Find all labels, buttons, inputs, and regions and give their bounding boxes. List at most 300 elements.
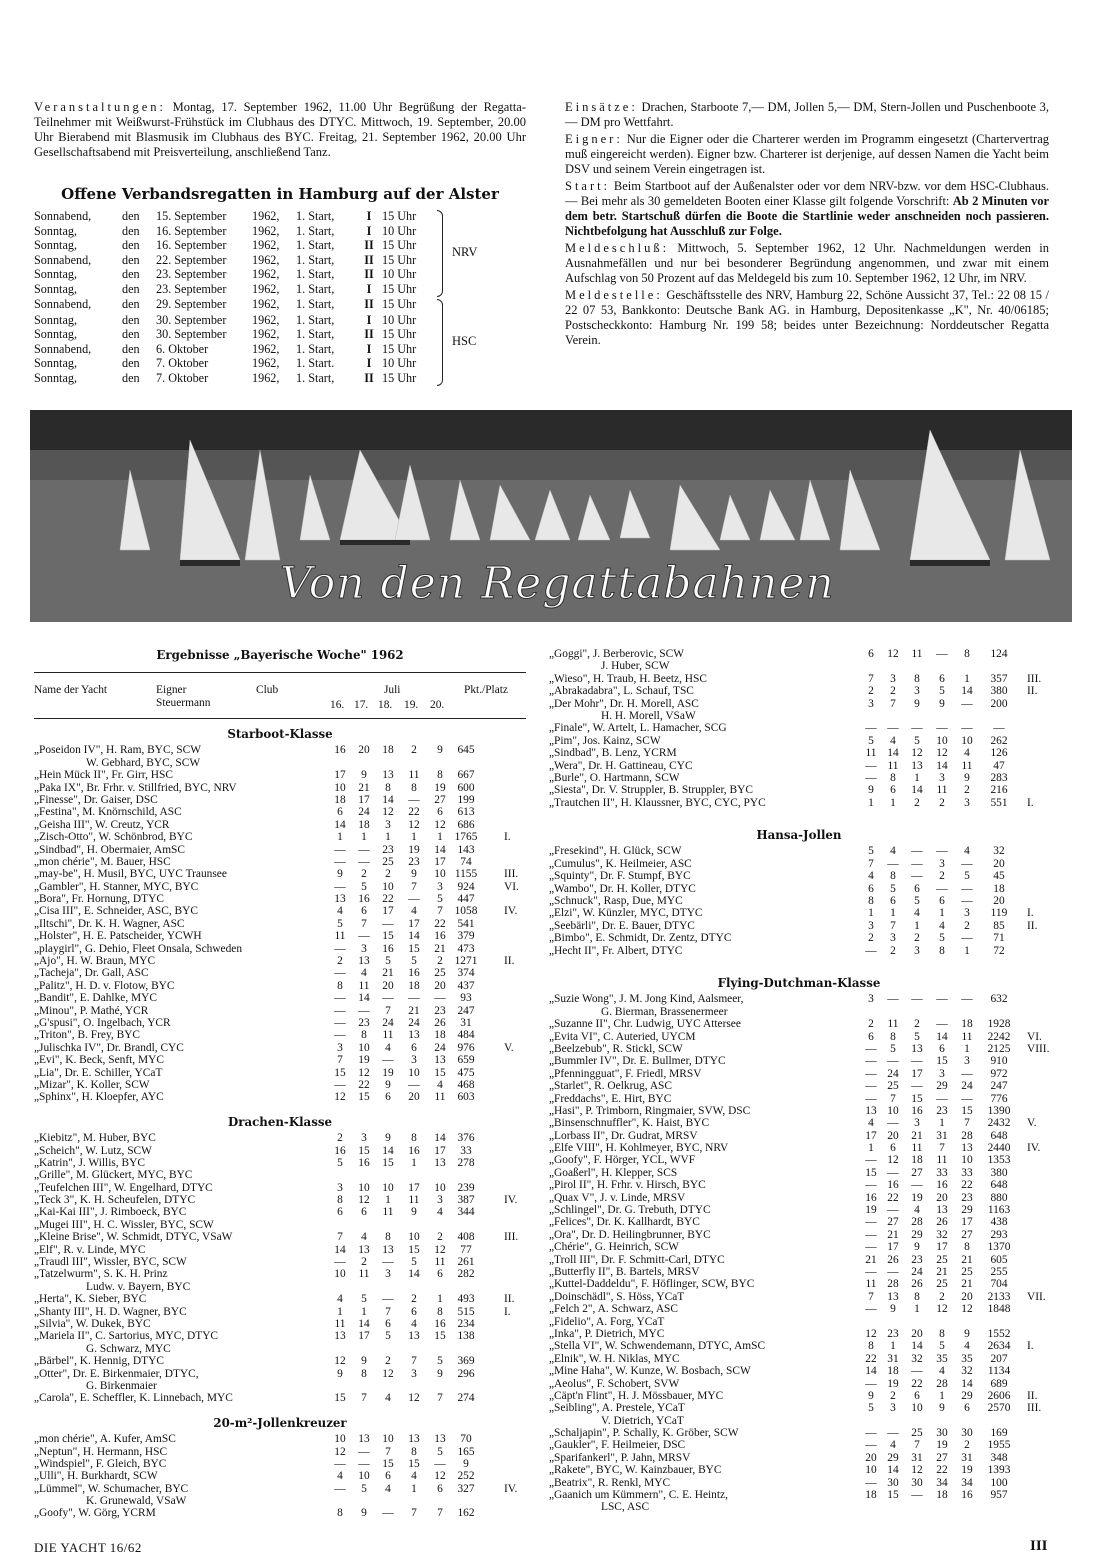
result-score: 15 — [911, 1092, 923, 1105]
result-score: — — [961, 1092, 973, 1105]
result-yacht: „Poseidon IV", H. Ram, BYC, SCW — [34, 744, 201, 757]
schedule-row — [34, 224, 432, 239]
result-score: 21 — [865, 1253, 877, 1266]
result-yacht: „Zisch-Otto", W. Schönbrod, BYC — [34, 831, 193, 844]
result-score: 6 — [890, 784, 896, 797]
result-score: 18 — [334, 793, 346, 806]
result-score: 5 — [437, 1355, 443, 1368]
result-score: 1 — [437, 1293, 443, 1306]
result-score: 10 — [887, 1104, 899, 1117]
result-score: 4 — [890, 734, 896, 747]
result-points: 33 — [460, 1144, 472, 1157]
result-score: 13 — [408, 1330, 420, 1343]
result-score: — — [865, 944, 877, 957]
einsaetze-label: Einsätze: — [565, 100, 638, 114]
result-score: — — [334, 1457, 346, 1470]
schedule-year: 1962, — [252, 356, 280, 371]
result-score: 3 — [868, 993, 874, 1006]
result-yacht: „Kai-Kai III", J. Rimboeck, BYC — [34, 1206, 187, 1219]
schedule-row — [34, 297, 432, 313]
result-score: — — [334, 1029, 346, 1042]
result-score: 6 — [868, 648, 874, 660]
result-yacht: „Squinty", Dr. F. Stumpf, BYC — [549, 870, 691, 883]
result-score: 19 — [961, 1464, 973, 1477]
result-score: 20 — [887, 1129, 899, 1142]
result-score: 8 — [337, 1507, 343, 1520]
result-score: 23 — [434, 1004, 446, 1017]
result-score: — — [887, 993, 899, 1006]
schedule-date: 22. September — [156, 252, 227, 267]
result-yacht: „Katrin", J. Willis, BYC — [34, 1156, 145, 1169]
result-yacht: „Hein Mück II", Fr. Girr, HSC — [34, 769, 173, 782]
result-score: 11 — [334, 930, 346, 943]
result-row — [34, 1219, 526, 1231]
result-row — [34, 844, 526, 856]
result-score: — — [961, 857, 973, 870]
schedule-start: 1. Start, — [296, 327, 335, 342]
result-yacht: „mon chérie", M. Bauer, HSC — [34, 855, 171, 868]
result-score: 19 — [936, 1439, 948, 1452]
result-points: 283 — [990, 771, 1008, 784]
result-points: 162 — [457, 1507, 475, 1520]
result-score: 8 — [385, 1231, 391, 1244]
result-score: 25 — [961, 1266, 973, 1278]
result-points: 119 — [990, 907, 1008, 920]
result-row — [34, 881, 526, 893]
result-score: 3 — [914, 1117, 920, 1130]
schedule-date: 16. September — [156, 238, 227, 253]
result-row — [549, 1080, 1049, 1092]
result-points: 47 — [993, 759, 1005, 772]
result-place: I. — [1027, 796, 1034, 809]
result-yacht: „Bandit", E. Dahlke, MYC — [34, 992, 157, 1005]
result-yacht: „Tacheja", Dr. Gall, ASC — [34, 967, 149, 980]
result-score: 12 — [382, 1367, 394, 1380]
result-score: 19 — [408, 843, 420, 856]
result-yacht: „Carola", E. Scheffler, K. Linnebach, MYC — [34, 1392, 233, 1405]
result-score: 27 — [936, 1451, 948, 1464]
results-title: Ergebnisse „Bayerische Woche" 1962 — [156, 648, 404, 662]
result-score: 5 — [337, 1156, 343, 1169]
result-score: 27 — [434, 793, 446, 806]
result-score: — — [865, 1092, 877, 1105]
result-score: 12 — [961, 1303, 973, 1316]
result-score: 22 — [434, 917, 446, 930]
right-column — [565, 100, 1049, 348]
result-score: 29 — [911, 1228, 923, 1241]
result-score: 3 — [890, 1402, 896, 1415]
result-yacht: „Aeolus", F. Schobert, SVW — [549, 1377, 680, 1390]
result-points: 380 — [990, 1166, 1008, 1179]
result-score: 3 — [337, 1041, 343, 1054]
result-score: 1 — [337, 831, 343, 844]
result-score: 16 — [408, 1144, 420, 1157]
result-score: 18 — [865, 1489, 877, 1502]
result-points: 632 — [990, 993, 1008, 1006]
result-score: 5 — [337, 917, 343, 930]
result-score: 14 — [358, 992, 370, 1005]
result-score: 7 — [361, 917, 367, 930]
schedule-date: 23. September — [156, 267, 227, 282]
result-points: 408 — [457, 1231, 475, 1244]
result-yacht: „Minou", P. Mathé, YCR — [34, 1004, 149, 1017]
result-score: 24 — [961, 1080, 973, 1093]
result-score: 9 — [914, 697, 920, 710]
result-score: 1 — [939, 1117, 945, 1130]
result-score: 15 — [334, 1066, 346, 1079]
result-points: 603 — [457, 1091, 475, 1104]
result-score: 4 — [437, 1078, 443, 1091]
result-score: 8 — [411, 1132, 417, 1145]
result-score: 8 — [914, 672, 920, 685]
result-score: 1 — [868, 1142, 874, 1155]
result-yacht: „Gaukler", F. Heilmeier, DSC — [549, 1439, 686, 1452]
result-score: 18 — [434, 1029, 446, 1042]
result-score: 15 — [382, 1156, 394, 1169]
result-score: 8 — [964, 1241, 970, 1254]
result-points: 1134 — [987, 1365, 1011, 1378]
result-points: 1271 — [454, 955, 478, 968]
result-score: 2 — [964, 1439, 970, 1452]
result-score: 17 — [382, 905, 394, 918]
result-score: 21 — [887, 1228, 899, 1241]
result-row — [34, 1380, 526, 1392]
result-score: 2 — [939, 1290, 945, 1303]
result-score: 2 — [890, 685, 896, 698]
result-row — [34, 1293, 526, 1305]
result-yacht: „Ora", Dr. D. Heilingbrunner, BYC — [549, 1228, 711, 1241]
result-yacht: „Goofy", F. Hörger, YCL, WVF — [549, 1154, 696, 1167]
result-score: 13 — [911, 759, 923, 772]
result-score: 7 — [437, 1392, 443, 1405]
result-place: I. — [504, 1305, 511, 1318]
eigner-paragraph — [565, 132, 1049, 177]
result-score: 12 — [887, 648, 899, 660]
result-points: 605 — [990, 1253, 1008, 1266]
result-row — [549, 1093, 1049, 1105]
schedule-day: Sonntag, — [34, 223, 77, 238]
result-score: 24 — [887, 1067, 899, 1080]
result-row — [549, 1378, 1049, 1390]
schedule-row — [34, 313, 432, 328]
result-score: 26 — [434, 1017, 446, 1029]
result-points: 138 — [457, 1330, 475, 1343]
result-yacht: „Shanty III", H. D. Wagner, BYC — [34, 1305, 187, 1318]
result-score: 17 — [358, 1330, 370, 1343]
schedule-cls: I — [366, 356, 372, 371]
class-heading: Drachen-Klasse — [228, 1114, 332, 1129]
result-yacht: „Felices", Dr. K. Kallhardt, BYC — [549, 1216, 700, 1229]
result-row — [34, 1194, 526, 1206]
result-score: — — [911, 1365, 923, 1378]
header-day-17: 17. — [354, 699, 369, 711]
result-score: 12 — [408, 1392, 420, 1405]
result-score: 8 — [890, 771, 896, 784]
result-yacht: „Goggi", J. Berberovic, SCW — [549, 648, 684, 660]
result-score: 7 — [385, 1305, 391, 1318]
hsc-label: HSC — [452, 334, 477, 348]
result-row — [549, 1464, 1049, 1476]
eigner-label: Eigner: — [565, 132, 623, 146]
result-points: 645 — [457, 744, 475, 757]
result-score: 6 — [868, 1030, 874, 1043]
result-points: 1353 — [987, 1154, 1011, 1167]
nrv-brace — [437, 210, 443, 297]
result-score: 2 — [361, 868, 367, 881]
schedule-row — [34, 238, 432, 253]
result-score: — — [887, 1117, 899, 1130]
result-row — [549, 722, 1049, 734]
result-yacht: „Seebärli", Dr. E. Bauer, DTYC — [549, 919, 695, 932]
result-score: 9 — [868, 1389, 874, 1402]
result-score: 17 — [887, 1241, 899, 1254]
result-score: 4 — [964, 747, 970, 760]
result-yacht: „Schlingel", Dr. G. Trebuth, DTYC — [549, 1204, 711, 1217]
result-score: 18 — [358, 818, 370, 831]
result-score: — — [961, 697, 973, 710]
result-score: 10 — [961, 1154, 973, 1167]
result-score: 15 — [434, 1066, 446, 1079]
result-yacht: „Goaßerl", H. Klepper, SCS — [549, 1166, 678, 1179]
result-score: 13 — [887, 1290, 899, 1303]
result-score: — — [408, 992, 420, 1005]
result-score: — — [334, 1482, 346, 1495]
result-score: 9 — [411, 1206, 417, 1219]
schedule-time: 15 Uhr — [382, 341, 417, 356]
result-score: — — [358, 1004, 370, 1017]
schedule-day: Sonnabend, — [34, 252, 92, 267]
result-score: 25 — [887, 1080, 899, 1093]
result-score: 7 — [890, 919, 896, 932]
result-score: 3 — [411, 1054, 417, 1067]
result-place: IV. — [1027, 1142, 1041, 1155]
result-points: 252 — [457, 1470, 475, 1483]
result-points: 686 — [457, 818, 475, 831]
result-score: 23 — [911, 1253, 923, 1266]
result-score: 5 — [914, 895, 920, 908]
result-score: 10 — [936, 734, 948, 747]
result-place: I. — [504, 831, 511, 844]
veranstaltungen-paragraph — [34, 100, 526, 160]
result-score: 2 — [868, 685, 874, 698]
result-row — [34, 1368, 526, 1380]
result-score: — — [911, 1489, 923, 1502]
result-score: 6 — [411, 1305, 417, 1318]
result-points: 45 — [993, 870, 1005, 883]
result-row — [549, 1179, 1049, 1191]
result-score: 1 — [914, 919, 920, 932]
result-points: 515 — [457, 1305, 475, 1318]
result-score: — — [865, 1216, 877, 1229]
schedule-time: 15 Uhr — [382, 370, 417, 385]
result-score: — — [358, 930, 370, 943]
result-score: 5 — [890, 1042, 896, 1055]
result-place: III. — [1027, 1402, 1042, 1415]
result-score: — — [382, 1256, 394, 1269]
result-score: 22 — [865, 1352, 877, 1365]
schedule-row — [34, 327, 432, 342]
result-score: 28 — [887, 1278, 899, 1291]
result-score: 13 — [334, 1330, 346, 1343]
result-score: 31 — [887, 1352, 899, 1365]
result-score: 10 — [434, 868, 446, 881]
result-row — [34, 1355, 526, 1367]
schedule-day: Sonntag, — [34, 312, 77, 327]
result-row — [34, 1256, 526, 1268]
result-row — [549, 698, 1049, 710]
result-score: 16 — [358, 1156, 370, 1169]
result-points: 1955 — [987, 1439, 1011, 1452]
result-score: 23 — [382, 843, 394, 856]
result-score: — — [382, 917, 394, 930]
result-yacht: G. Bierman, Brassenermeer — [601, 1005, 728, 1018]
result-score: 6 — [361, 905, 367, 918]
result-score: 17 — [434, 1144, 446, 1157]
result-row — [34, 943, 526, 955]
result-score: 12 — [358, 1194, 370, 1207]
result-score: — — [961, 722, 973, 735]
result-score: 16 — [334, 1144, 346, 1157]
result-score: 6 — [914, 882, 920, 895]
result-yacht: „Abrakadabra", L. Schauf, TSC — [549, 685, 694, 698]
result-yacht: W. Gebhard, BYC, SCW — [86, 756, 201, 769]
result-score: 10 — [382, 880, 394, 893]
result-score: 1 — [890, 796, 896, 809]
result-score: 4 — [964, 1340, 970, 1353]
footer-page-number: III — [1030, 1538, 1048, 1554]
result-score: 15 — [936, 1055, 948, 1068]
result-yacht: „Windspiel", F. Gleich, BYC — [34, 1457, 167, 1470]
result-score: 4 — [437, 1206, 443, 1219]
result-yacht: „Triton", B. Frey, BYC — [34, 1029, 141, 1042]
result-score: 3 — [868, 919, 874, 932]
result-row — [34, 769, 526, 781]
header-day-16: 16. — [330, 699, 345, 711]
result-row — [34, 1079, 526, 1091]
result-yacht: „Burle", O. Hartmann, SCW — [549, 771, 680, 784]
result-points: 255 — [990, 1266, 1008, 1278]
result-score: 13 — [434, 1433, 446, 1446]
result-yacht: „mon chérie", A. Kufer, AmSC — [34, 1433, 176, 1446]
result-score: 19 — [382, 1066, 394, 1079]
result-points: 348 — [990, 1451, 1008, 1464]
result-score: 32 — [936, 1228, 948, 1241]
schedule-den: den — [122, 312, 140, 327]
result-row — [549, 1117, 1049, 1129]
result-score: — — [887, 722, 899, 735]
result-points: 32 — [993, 845, 1005, 858]
result-row — [549, 1415, 1049, 1427]
result-score: 16 — [887, 1179, 899, 1192]
result-score: 11 — [334, 1318, 346, 1330]
result-score: 18 — [911, 1154, 923, 1167]
result-points: 1848 — [987, 1303, 1011, 1316]
eigner-text: Nur die Eigner oder die Charterer werden im Programm eingesetzt (Chartervertrag muß eingereicht werden). Eigner bzw. Charterer ist derjenige, auf dessen Namen die Yacht beim DSV und seinem Verein eingetragen ist. — [565, 132, 1049, 176]
result-points: 2242 — [987, 1030, 1011, 1043]
photo-caption: Von den Regattabahnen — [280, 558, 835, 609]
result-row — [549, 1402, 1049, 1414]
result-score: 14 — [382, 793, 394, 806]
result-row — [34, 1157, 526, 1169]
result-score: 15 — [408, 1243, 420, 1256]
result-points: 93 — [460, 992, 472, 1005]
result-score: — — [936, 882, 948, 895]
schedule-start: 1. Start, — [296, 341, 335, 356]
result-score: 8 — [914, 1290, 920, 1303]
result-score: 10 — [865, 1464, 877, 1477]
result-row — [549, 1501, 1049, 1513]
result-row — [549, 1477, 1049, 1489]
result-score: 25 — [936, 1253, 948, 1266]
result-score: 6 — [437, 1482, 443, 1495]
result-score: — — [358, 843, 370, 856]
result-score: — — [382, 1507, 394, 1520]
result-score: — — [961, 895, 973, 908]
result-yacht: „Goofy", W. Görg, YCRM — [34, 1507, 156, 1520]
result-score: 14 — [334, 1243, 346, 1256]
schedule-day: Sonntag, — [34, 238, 77, 253]
result-points: — — [993, 722, 1005, 735]
meldeschluss-paragraph — [565, 241, 1049, 286]
result-points: 18 — [993, 882, 1005, 895]
result-score: 6 — [890, 1142, 896, 1155]
result-score: — — [865, 1266, 877, 1278]
result-row — [549, 1328, 1049, 1340]
result-yacht: „Hasi", P. Trimborn, Ringmaier, SVW, DSC — [549, 1104, 751, 1117]
result-score: 6 — [939, 1042, 945, 1055]
result-score: 7 — [914, 1439, 920, 1452]
result-score: — — [358, 1457, 370, 1470]
result-score: 4 — [337, 1470, 343, 1483]
result-score: 13 — [382, 1243, 394, 1256]
results-left-column — [34, 728, 526, 1520]
result-yacht: „Elfe VIII", H. Kohlmeyer, BYC, NRV — [549, 1142, 729, 1155]
result-points: 72 — [993, 944, 1005, 957]
result-score: — — [334, 1017, 346, 1029]
result-score: 5 — [361, 1293, 367, 1306]
result-score: 27 — [961, 1228, 973, 1241]
schedule-time: 10 Uhr — [382, 267, 417, 282]
result-score: 11 — [936, 784, 948, 797]
result-score: 5 — [411, 955, 417, 968]
result-score: 17 — [865, 1129, 877, 1142]
result-row — [34, 1470, 526, 1482]
result-place: II. — [1027, 919, 1038, 932]
result-score: 2 — [914, 932, 920, 945]
result-score: 8 — [437, 1305, 443, 1318]
result-points: 124 — [990, 648, 1008, 660]
result-yacht: „Evi", K. Beck, Senft, MYC — [34, 1054, 164, 1067]
result-points: 165 — [457, 1445, 475, 1458]
schedule-cls: II — [364, 267, 374, 282]
result-score: 14 — [961, 1377, 973, 1390]
result-row — [34, 1483, 526, 1495]
start-text: Beim Startboot auf der Außenalster oder vor dem NRV-bzw. vor dem HSC-Clubhaus. — Bei mehr als 30 gemeldeten Booten einer Klasse gilt folgende Vorschrift: — [565, 179, 1050, 208]
result-score: 4 — [939, 919, 945, 932]
result-score: 10 — [358, 1470, 370, 1483]
result-score: 10 — [408, 1231, 420, 1244]
result-row — [549, 1018, 1049, 1030]
result-points: 282 — [457, 1268, 475, 1281]
result-points: 648 — [990, 1129, 1008, 1142]
meldeschluss-label: Meldeschluß: — [565, 241, 670, 255]
schedule-den: den — [122, 223, 140, 238]
result-score: 11 — [408, 769, 420, 782]
result-score: 11 — [887, 1018, 899, 1031]
result-row — [549, 772, 1049, 784]
schedule-den: den — [122, 327, 140, 342]
result-row — [34, 819, 526, 831]
